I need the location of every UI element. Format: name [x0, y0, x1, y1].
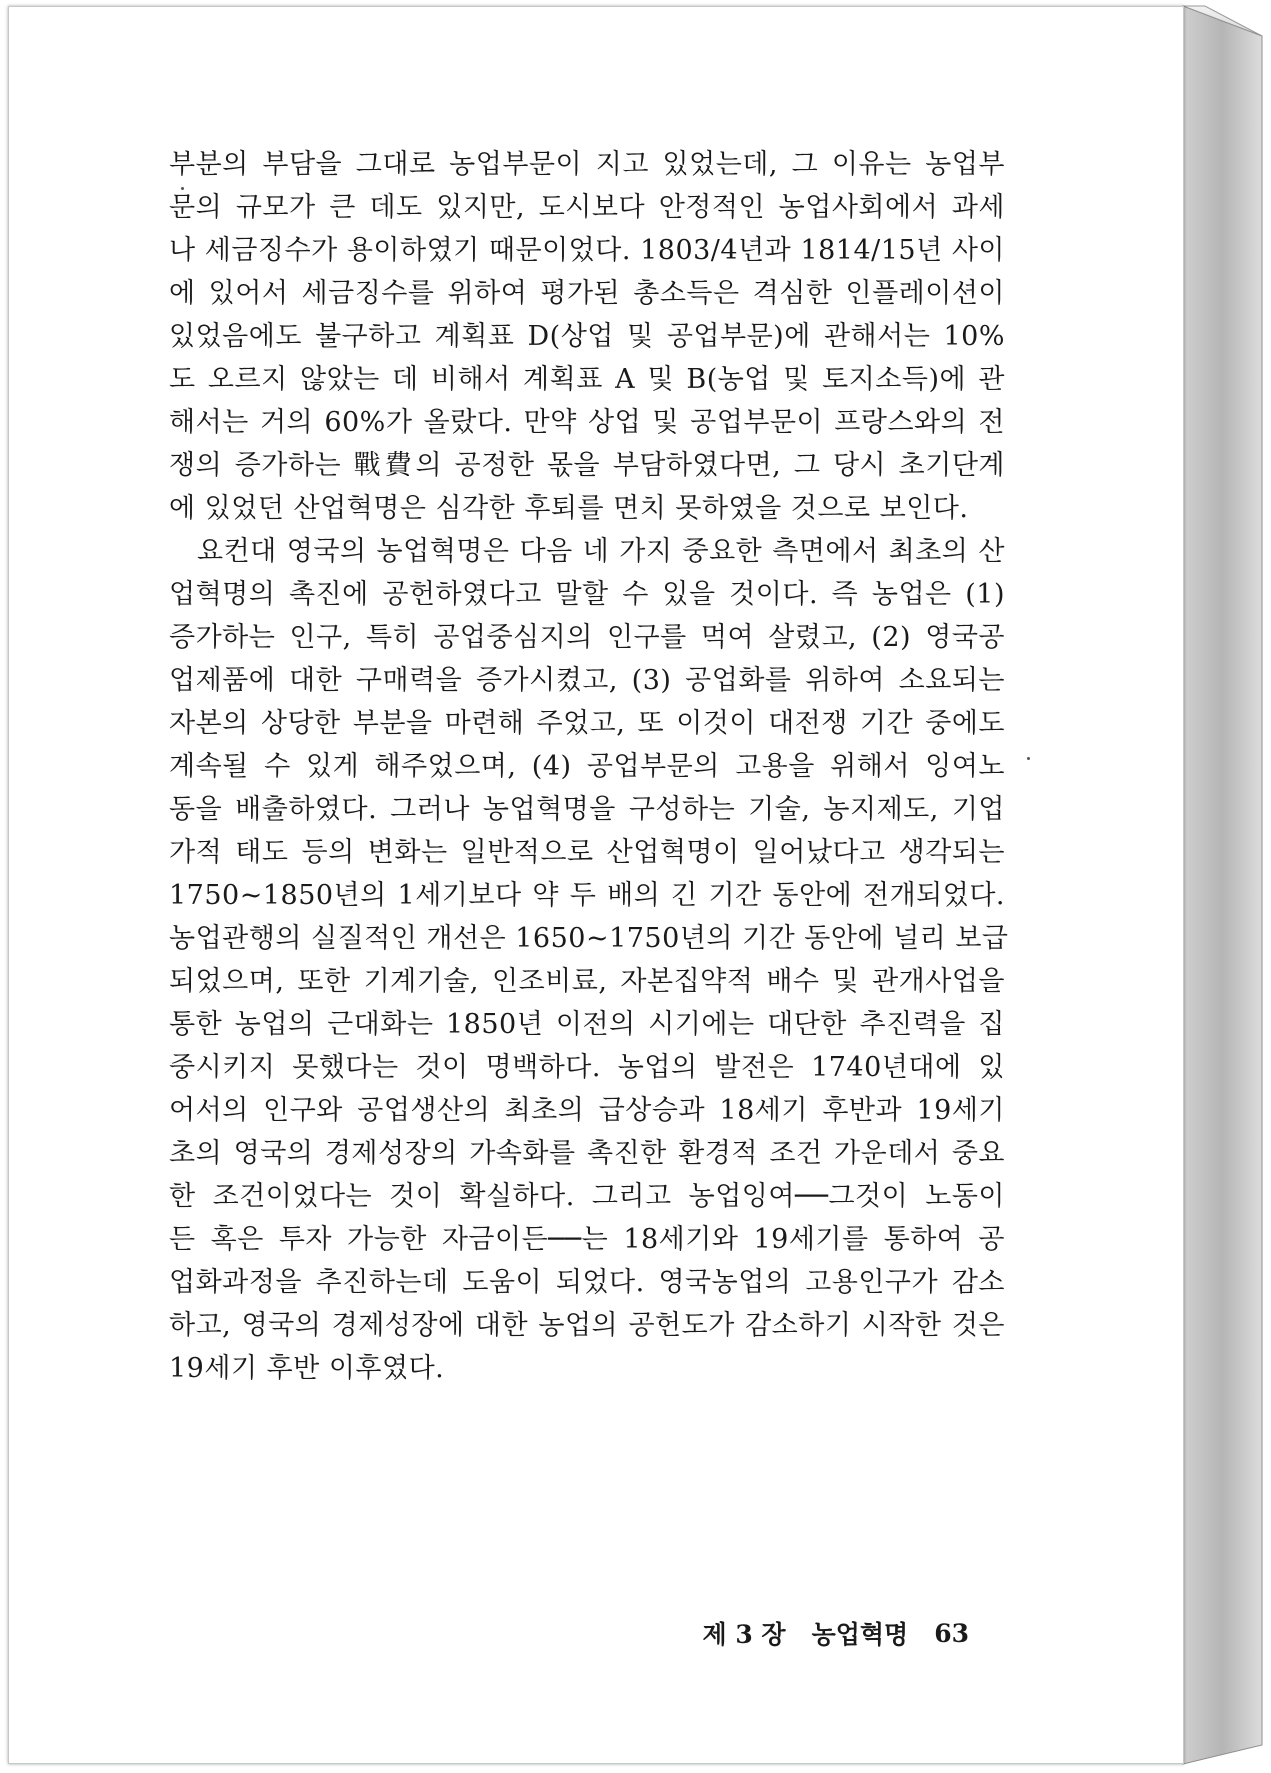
text-line: 농업관행의 실질적인 개선은 1650~1750년의 기간 동안에 널리 보급 [169, 923, 1009, 954]
text-line: 동을 배출하였다. 그러나 농업혁명을 구성하는 기술, 농지제도, 기업 [169, 794, 1005, 825]
text-line: 업혁명의 촉진에 공헌하였다고 말할 수 있을 것이다. 즉 농업은 (1) [169, 579, 1005, 610]
page-number: 63 [934, 1618, 969, 1648]
text-line: 요컨대 영국의 농업혁명은 다음 네 가지 중요한 측면에서 최초의 산 [197, 536, 1005, 567]
ink-speck [1027, 757, 1030, 760]
body-text [169, 143, 1009, 1390]
text-line: 나 세금징수가 용이하였기 때문이었다. 1803/4년과 1814/15년 사이 [169, 235, 1005, 266]
text-line: 자본의 상당한 부분을 마련해 주었고, 또 이것이 대전쟁 기간 중에도 [169, 708, 1005, 739]
text-line: 도 오르지 않았는 데 비해서 계획표 A 및 B(농업 및 토지소득)에 관 [169, 364, 1005, 395]
text-line: 한 조건이었다는 것이 확실하다. 그리고 농업잉여──그것이 노동이 [169, 1181, 1005, 1212]
text-line: 1750~1850년의 1세기보다 약 두 배의 긴 기간 동안에 전개되었다. [169, 880, 1005, 911]
text-line: 에 있어서 세금징수를 위하여 평가된 총소득은 격심한 인플레이션이 [169, 278, 1005, 309]
text-line: 중시키지 못했다는 것이 명백하다. 농업의 발전은 1740년대에 있 [169, 1052, 1005, 1083]
text-line: 쟁의 증가하는 戰費의 공정한 몫을 부담하였다면, 그 당시 초기단계 [169, 450, 1005, 481]
text-line: 초의 영국의 경제성장의 가속화를 촉진한 환경적 조건 가운데서 중요 [169, 1138, 1005, 1169]
text-line: 되었으며, 또한 기계기술, 인조비료, 자본집약적 배수 및 관개사업을 [169, 966, 1005, 997]
text-line: 부분의 부담을 그대로 농업부문이 지고 있었는데, 그 이유는 농업부 [169, 149, 1005, 180]
text-line: 19세기 후반 이후였다. [169, 1353, 445, 1384]
book-page [8, 6, 1184, 1764]
text-line: 문의 규모가 큰 데도 있지만, 도시보다 안정적인 농업사회에서 과세 [169, 192, 1005, 223]
text-line: 어서의 인구와 공업생산의 최초의 급상승과 18세기 후반과 19세기 [169, 1095, 1005, 1126]
text-line: 계속될 수 있게 해주었으며, (4) 공업부문의 고용을 위해서 잉여노 [169, 751, 1005, 782]
footer-chapter-title: 농업혁명 [811, 1620, 909, 1649]
text-line: 통한 농업의 근대화는 1850년 이전의 시기에는 대단한 추진력을 집 [169, 1009, 1005, 1040]
ink-speck [181, 187, 184, 190]
text-line: 업제품에 대한 구매력을 증가시켰고, (3) 공업화를 위하여 소요되는 [169, 665, 1005, 696]
text-line: 에 있었던 산업혁명은 심각한 후퇴를 면치 못하였을 것으로 보인다. [169, 493, 969, 524]
footer-chapter: 제 3 장 [702, 1620, 786, 1649]
text-line: 하고, 영국의 경제성장에 대한 농업의 공헌도가 감소하기 시작한 것은 [169, 1310, 1005, 1341]
text-line: 업화과정을 추진하는데 도움이 되었다. 영국농업의 고용인구가 감소 [169, 1267, 1005, 1298]
running-footer [702, 1613, 969, 1653]
text-line: 가적 태도 등의 변화는 일반적으로 산업혁명이 일어났다고 생각되는 [169, 837, 1005, 868]
text-line: 증가하는 인구, 특히 공업중심지의 인구를 먹여 살렸고, (2) 영국공 [169, 622, 1005, 653]
text-line: 해서는 거의 60%가 올랐다. 만약 상업 및 공업부문이 프랑스와의 전 [169, 407, 1005, 438]
book-right-edge [1183, 6, 1262, 1764]
text-line: 든 혹은 투자 가능한 자금이든──는 18세기와 19세기를 통하여 공 [169, 1224, 1005, 1255]
text-line: 있었음에도 불구하고 계획표 D(상업 및 공업부문)에 관해서는 10% [169, 321, 1005, 352]
